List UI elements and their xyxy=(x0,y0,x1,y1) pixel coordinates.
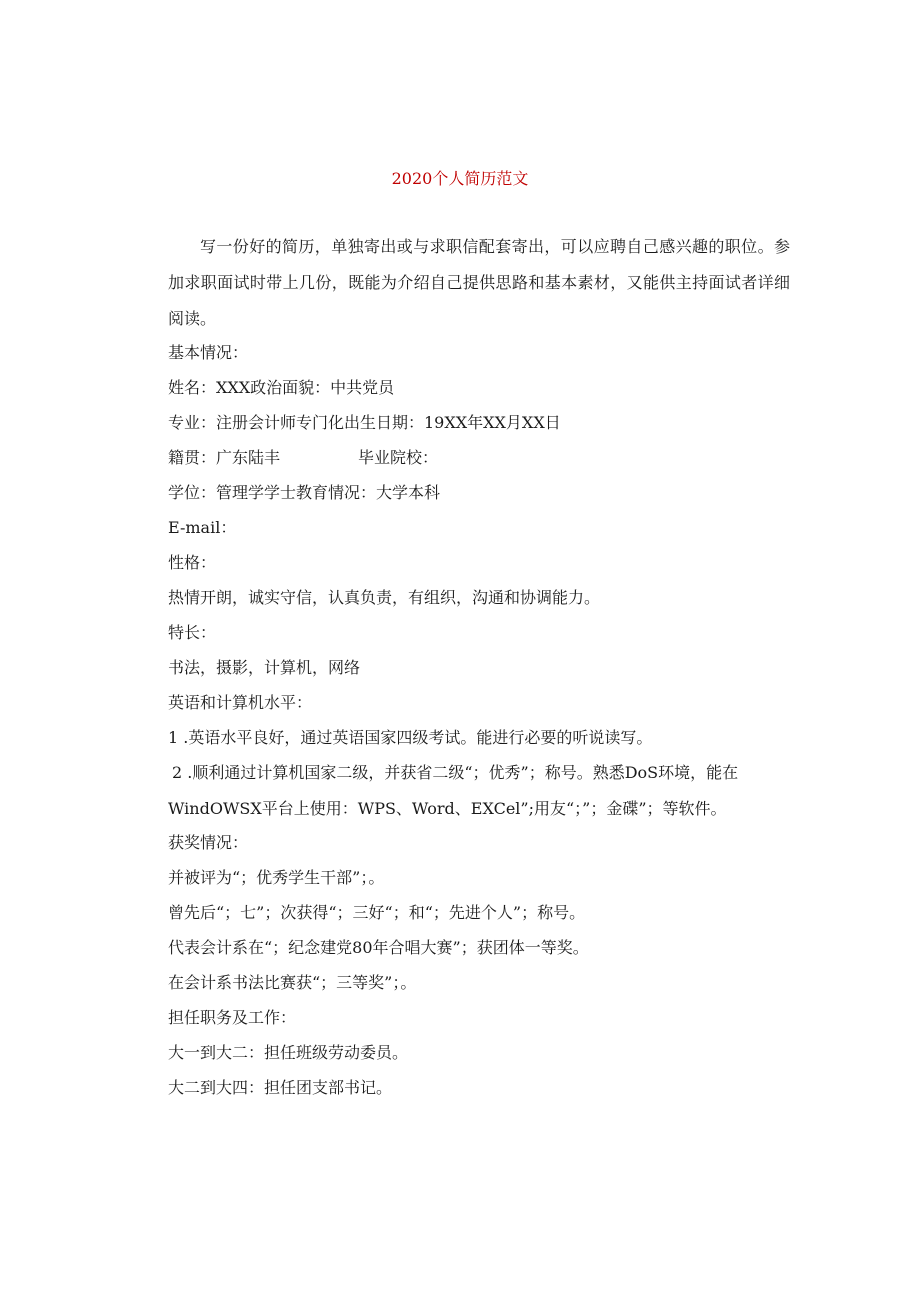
basic-info-heading: 基本情况： xyxy=(168,343,249,362)
origin-label: 籍贯：广东陆丰 xyxy=(168,448,281,467)
major-line: 专业：注册会计师专门化出生日期：19XX年XX月XX日 xyxy=(168,413,561,432)
award-item-1: 并被评为“；优秀学生干部”；。 xyxy=(168,868,385,887)
degree-line: 学位：管理学学士教育情况：大学本科 xyxy=(168,483,441,502)
origin-school-line xyxy=(168,446,790,470)
award-item-2: 曾先后“；七”；次获得“；三好“；和“；先进个人”；称号。 xyxy=(168,903,586,922)
award-item-4: 在会计系书法比赛获“；三等奖”；。 xyxy=(168,973,417,992)
skills-heading: 英语和计算机水平： xyxy=(168,693,313,712)
skill-item-2: 2 .顺利通过计算机国家二级，并获省二级“；优秀”；称号。熟悉DoS环境，能在WindOWSX平台上使用：WPS、Word、EXCel”;用友“；”；金碟”；等软件。 xyxy=(168,763,739,818)
email-line: E-mail： xyxy=(168,518,237,537)
award-item-3: 代表会计系在“；纪念建党80年合唱大赛”；获团体一等奖。 xyxy=(168,938,589,957)
school-label: 毕业院校： xyxy=(358,448,439,467)
awards-heading: 获奖情况： xyxy=(168,833,249,852)
name-line: 姓名：XXX政治面貌：中共党员 xyxy=(168,378,395,397)
skill-item-1: 1 .英语水平良好，通过英语国家四级考试。能进行必要的听说读写。 xyxy=(168,728,653,747)
duty-item-2: 大二到大四：担任团支部书记。 xyxy=(168,1078,393,1097)
personality-text: 热情开朗，诚实守信，认真负责，有组织，沟通和协调能力。 xyxy=(168,588,601,607)
specialty-heading: 特长： xyxy=(168,623,217,642)
personality-heading: 性格： xyxy=(168,553,217,572)
document-title: 2020个人简历范文 xyxy=(391,169,529,188)
duty-item-1: 大一到大二：担任班级劳动委员。 xyxy=(168,1043,409,1062)
specialty-text: 书法，摄影，计算机，网络 xyxy=(168,658,361,677)
intro-paragraph: 写一份好的简历，单独寄出或与求职信配套寄出，可以应聘自己感兴趣的职位。参加求职面试时带上几份，既能为介绍自己提供思路和基本素材，又能供主持面试者详细阅读。 xyxy=(168,237,790,328)
duties-heading: 担任职务及工作： xyxy=(168,1008,297,1027)
